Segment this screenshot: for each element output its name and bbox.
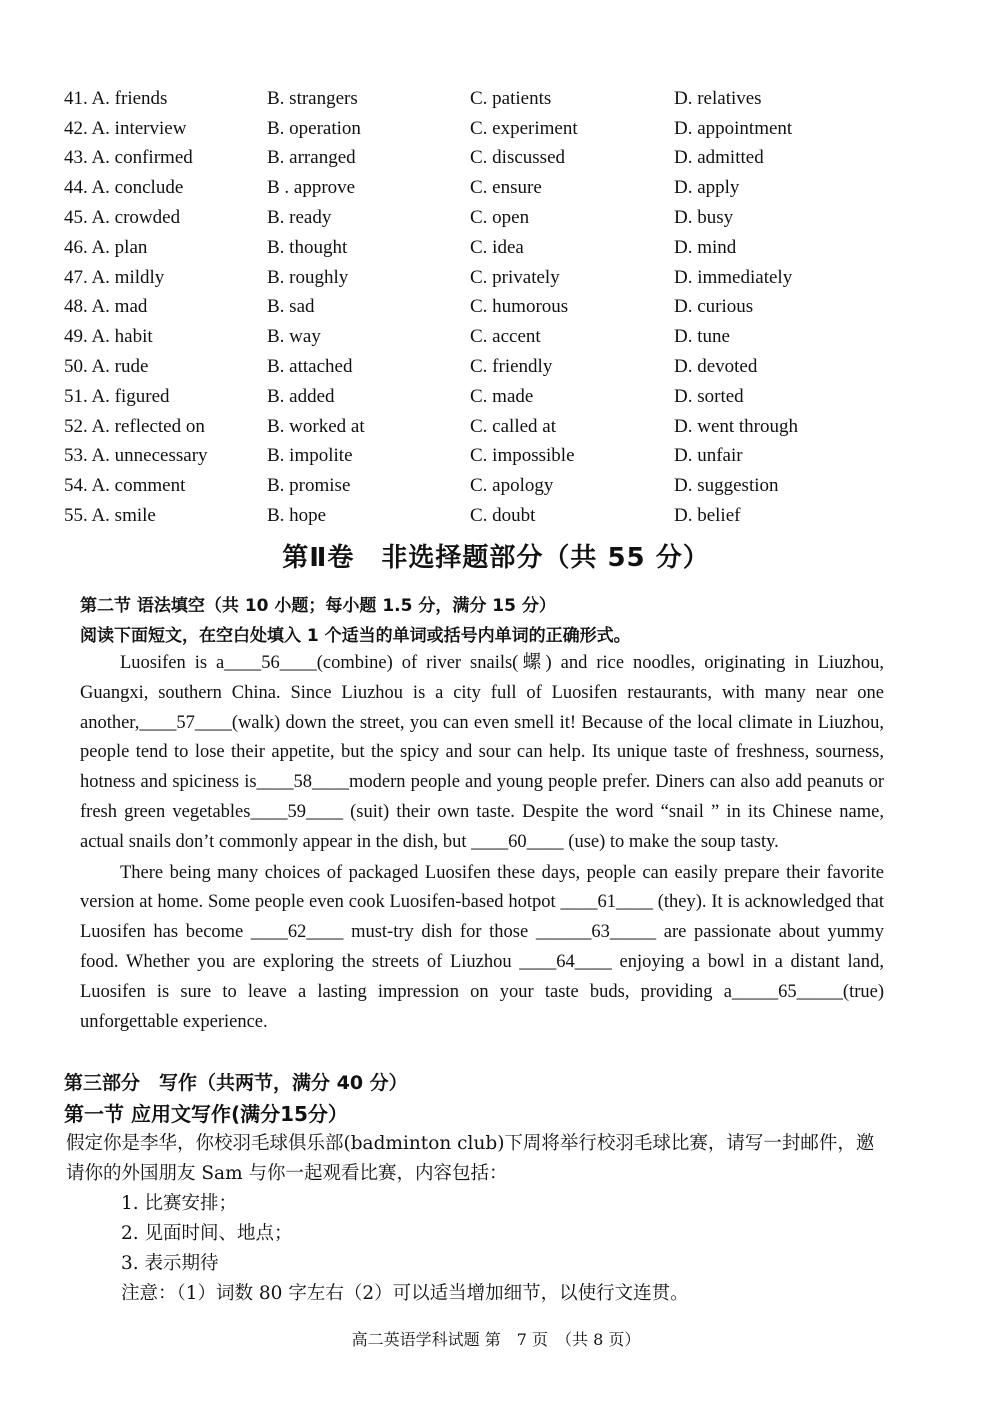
option-a: 48. A. mad xyxy=(64,296,148,318)
option-a: 49. A. habit xyxy=(64,326,153,348)
option-d: D. mind xyxy=(674,236,737,258)
task-line-2: 请你的外国朋友 Sam 与你一起观看比赛，内容包括： xyxy=(66,1163,508,1184)
option-b: B. attached xyxy=(267,356,353,378)
option-d: D. suggestion xyxy=(674,475,779,497)
option-c: C. privately xyxy=(470,266,560,288)
option-d: D. immediately xyxy=(674,266,793,288)
option-b: B. sad xyxy=(267,296,315,318)
grammar-instruction: 阅读下面短文，在空白处填入 1 个适当的单词或括号内单词的正确形式。 xyxy=(80,626,631,646)
option-row xyxy=(64,114,944,144)
section2-title: 第Ⅱ卷 非选择题部分（共 55 分） xyxy=(282,543,710,573)
option-d: D. sorted xyxy=(674,385,744,407)
option-a: 53. A. unnecessary xyxy=(64,445,208,467)
option-c: C. apology xyxy=(470,475,554,497)
option-c: C. experiment xyxy=(470,117,578,139)
option-row xyxy=(64,233,944,263)
option-b: B. thought xyxy=(267,236,348,258)
option-row xyxy=(64,412,944,442)
option-row xyxy=(64,144,944,174)
option-a: 50. A. rude xyxy=(64,356,149,378)
paragraph-1: Luosifen is a____56____(combine) of river snails(螺) and rice noodles, originating in Liuzhou, Guangxi, southern China. Since Liuzhou is a city full of Luosifen restaurants, with many near one another,____57____(walk) down the street, you can even smell it! Because of the local climate in Liuzhou, people tend to lose their appetite, but the spicy and sour can help. Its unique taste of freshness, sourness, hotness and spiciness is____58____modern people and young people prefer. Diners can also add peanuts or fresh green vegetables____59____ (suit) their own taste. Despite the word “snail ” in its Chinese name, actual snails don’t commonly appear in the dish, but ____60____ (use) to make the soup tasty. xyxy=(80,653,884,852)
page-footer: 高二英语学科试题 第 7 页 （共 8 页） xyxy=(351,1330,641,1349)
paragraph-2: There being many choices of packaged Luosifen these days, people can easily prepare their favorite version at home. Some people even cook Luosifen-based hotpot ____61____ (they). It is acknowledged that Luosifen has become ____62____ must-try dish for those ______63_____ are passionate about yummy food. Whether you are exploring the streets of Liuzhou ____64____ enjoying a bowl in a distant land, Luosifen is sure to leave a lasting impression on your taste buds, providing a_____65_____(true) unforgettable experience. xyxy=(80,862,884,1032)
option-b: B. strangers xyxy=(267,87,358,109)
option-a: 45. A. crowded xyxy=(64,207,181,229)
option-d: D. appointment xyxy=(674,117,793,139)
option-row xyxy=(64,471,944,501)
option-b: B. added xyxy=(267,385,335,407)
option-d: D. busy xyxy=(674,207,734,229)
option-d: D. relatives xyxy=(674,87,762,109)
option-a: 41. A. friends xyxy=(64,87,168,109)
passage xyxy=(80,649,884,1037)
option-d: D. unfair xyxy=(674,445,743,467)
option-a: 51. A. figured xyxy=(64,385,170,407)
option-a: 52. A. reflected on xyxy=(64,415,205,437)
option-b: B. worked at xyxy=(267,415,365,437)
option-a: 46. A. plan xyxy=(64,236,148,258)
section1-heading: 第一节 应用文写作(满分15分） xyxy=(64,1102,348,1126)
option-row xyxy=(64,442,944,472)
option-a: 55. A. smile xyxy=(64,505,156,527)
option-b: B. roughly xyxy=(267,266,349,288)
option-a: 47. A. mildly xyxy=(64,266,165,288)
option-row xyxy=(64,263,944,293)
option-d: D. curious xyxy=(674,296,754,318)
option-d: D. belief xyxy=(674,505,741,527)
task-item-2: 2. 见面时间、地点； xyxy=(121,1223,293,1244)
option-b: B. impolite xyxy=(267,445,353,467)
option-d: D. devoted xyxy=(674,356,758,378)
cloze-options xyxy=(64,84,944,531)
option-row xyxy=(64,84,944,114)
option-a: 44. A. conclude xyxy=(64,177,184,199)
option-c: C. ensure xyxy=(470,177,542,199)
option-b: B. arranged xyxy=(267,147,356,169)
option-row xyxy=(64,382,944,412)
option-a: 54. A. comment xyxy=(64,475,186,497)
option-b: B. hope xyxy=(267,505,327,527)
option-c: C. accent xyxy=(470,326,541,348)
task-line-1: 假定你是李华，你校羽毛球俱乐部(badminton club)下周将举行校羽毛球比赛，请写一封邮件，邀 xyxy=(66,1133,875,1154)
option-c: C. patients xyxy=(470,87,552,109)
option-c: C. impossible xyxy=(470,445,575,467)
option-row xyxy=(64,203,944,233)
task-item-3: 3. 表示期待 xyxy=(121,1253,219,1274)
option-row xyxy=(64,173,944,203)
option-c: C. called at xyxy=(470,415,556,437)
option-b: B. way xyxy=(267,326,321,348)
option-row xyxy=(64,501,944,531)
option-row xyxy=(64,322,944,352)
option-c: C. doubt xyxy=(470,505,536,527)
option-d: D. admitted xyxy=(674,147,764,169)
option-c: C. made xyxy=(470,385,534,407)
grammar-heading: 第二节 语法填空（共 10 小题；每小题 1.5 分，满分 15 分） xyxy=(80,596,556,616)
option-b: B. operation xyxy=(267,117,361,139)
task-item-1: 1. 比赛安排； xyxy=(121,1193,238,1214)
option-d: D. went through xyxy=(674,415,799,437)
option-c: C. friendly xyxy=(470,356,553,378)
option-c: C. discussed xyxy=(470,147,565,169)
option-b: B. promise xyxy=(267,475,351,497)
option-row xyxy=(64,352,944,382)
option-c: C. idea xyxy=(470,236,524,258)
option-a: 42. A. interview xyxy=(64,117,187,139)
part3-heading: 第三部分 写作（共两节，满分 40 分） xyxy=(64,1072,408,1094)
option-row xyxy=(64,293,944,323)
option-d: D. apply xyxy=(674,177,740,199)
option-c: C. open xyxy=(470,207,530,229)
option-b: B. ready xyxy=(267,207,332,229)
writing-note: 注意：（1）词数 80 字左右（2）可以适当增加细节，以使行文连贯。 xyxy=(121,1283,689,1304)
option-b: B . approve xyxy=(267,177,356,199)
option-d: D. tune xyxy=(674,326,730,348)
option-a: 43. A. confirmed xyxy=(64,147,193,169)
option-c: C. humorous xyxy=(470,296,569,318)
